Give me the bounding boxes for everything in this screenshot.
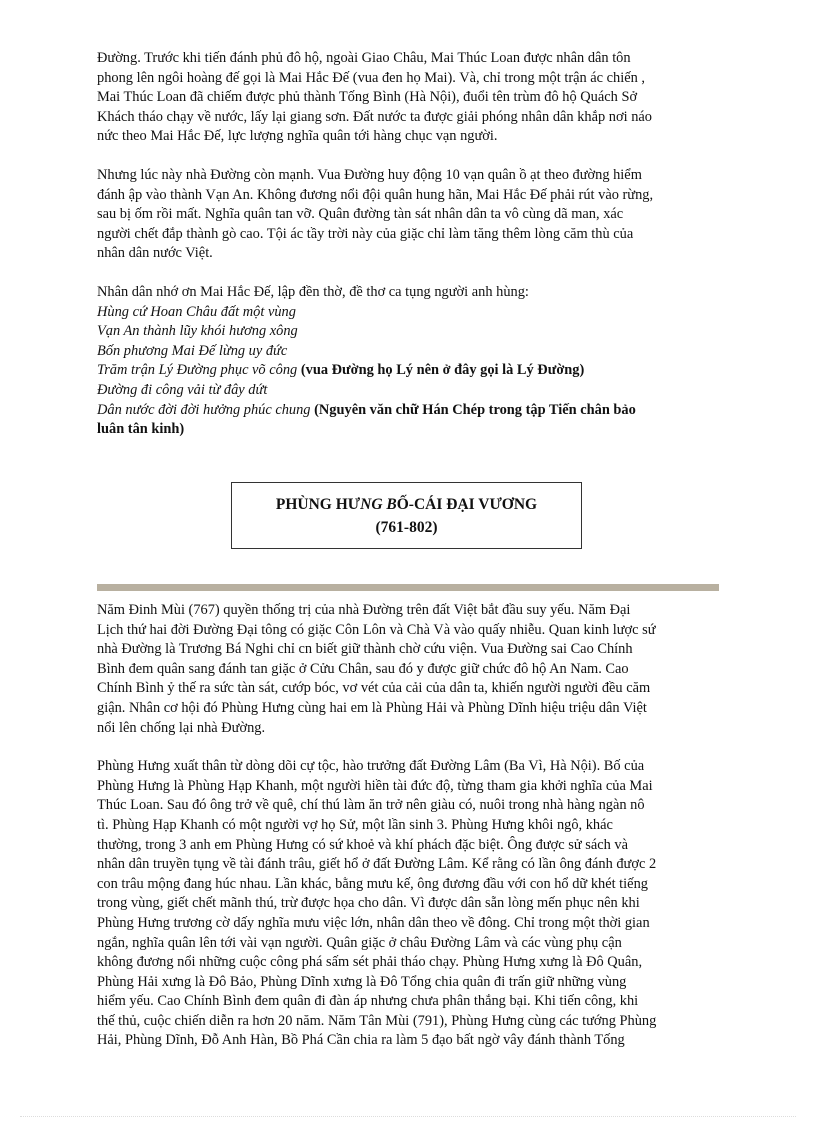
text-line: Mai Thúc Loan đã chiếm được phủ thành Tống Bình (Hà Nội), đuổi tên trùm đô hộ Quách Sở xyxy=(97,89,638,106)
text-line: Bình đem quân sang đánh tan giặc ở Cửu Chân, sau đó y được giữ chức đô hộ An Nam. Cao xyxy=(97,660,629,677)
text-line: Lịch thứ hai đời Đường Đại tông có giặc Côn Lôn và Chà Và vào quấy nhiễu. Quan kinh lược sứ xyxy=(97,621,656,638)
text-line: hiểm yếu. Cao Chính Bình đem quân đi đàn áp nhưng chưa phân thắng bại. Khi tiến công, khi xyxy=(97,993,639,1010)
text-line: nhân dân nước Việt. xyxy=(97,245,213,262)
poem-line-1: Hùng cứ Hoan Châu đất một vùng xyxy=(97,303,296,320)
section-2-paragraph-1 xyxy=(97,601,727,738)
text-line: Chính Bình ỷ thế ra sức tàn sát, cướp bóc, vơ vét của cải của dân ta, khiến người người đều căm xyxy=(97,680,651,697)
poem-line-4-note: (vua Đường họ Lý nên ở đây gọi là Lý Đường) xyxy=(300,362,585,379)
poem-line-4 xyxy=(97,361,727,381)
text-line: giận. Nhân cơ hội đó Phùng Hưng cùng hai em là Phùng Hải và Phùng Dĩnh hiệu triệu dân Việt xyxy=(97,699,647,716)
text-line: nức theo Mai Hắc Đế, lực lượng nghĩa quân tới hàng chục vạn người. xyxy=(97,128,498,145)
poem-intro: Nhân dân nhớ ơn Mai Hắc Đế, lập đền thờ, đề thơ ca tụng người anh hùng: xyxy=(97,283,529,300)
poem-line-2: Vạn An thành lũy khói hương xông xyxy=(97,323,298,340)
text-line: Phùng Hưng là Phùng Hạp Khanh, một người hiền tài đức độ, từng tham gia khởi nghĩa của Mai xyxy=(97,777,653,794)
text-line: Đường. Trước khi tiến đánh phủ đô hộ, ngoài Giao Châu, Mai Thúc Loan được nhân dân tôn xyxy=(97,50,631,66)
text-line: Hải, Phùng Dĩnh, Đỗ Anh Hàn, Bồ Phá Cần chia ra làm 5 đạo bất ngờ vây đánh thành Tống xyxy=(97,1032,625,1049)
text-line: trong vùng, giết chết mãnh thú, trừ được họa cho dân. Vì được dân sẵn lòng mến phục nên khi xyxy=(97,895,640,912)
text-line: nhà Đường là Trương Bá Nghi chỉ cn biết giữ thành chờ cứu viện. Vua Đường sai Cao Chính xyxy=(97,641,633,658)
text-line: thế thủ, cuộc chiến diễn ra hơn 20 năm. Năm Tân Mùi (791), Phùng Hưng cùng các tướng Phùng xyxy=(97,1012,657,1029)
text-line: sau bị ốm rồi mất. Nghĩa quân tan vỡ. Quân đường tàn sát nhân dân ta vô cùng dã man, xác xyxy=(97,206,624,223)
poem-line-5: Đường đi công vải từ đây dứt xyxy=(97,381,268,398)
section-2-paragraph-2 xyxy=(97,757,727,1051)
text-line: người chết đắp thành gò cao. Tội ác tầy trời này của giặc chỉ làm tăng thêm lòng căm thù của xyxy=(97,225,634,242)
text-line: phong lên ngôi hoàng đế gọi là Mai Hắc Đế (vua đen họ Mai). Và, chỉ trong một trận ác chiến , xyxy=(97,69,646,86)
section-title-box xyxy=(231,482,582,549)
text-line: Phùng Hải xưng là Đô Bảo, Phùng Dĩnh xưng là Đô Tổng chia quân đi trấn giữ những vùng xyxy=(97,973,627,990)
intro-paragraph xyxy=(97,49,727,147)
poem-line-3: Bốn phương Mai Đế lừng uy đức xyxy=(97,342,288,359)
text-line: Khách tháo chạy về nước, lấy lại giang sơn. Đất nước ta được giải phóng nhân dân khắp nơi náo xyxy=(97,108,652,125)
text-line: con trâu mộng đang húc nhau. Lần khác, bằng mưu kế, ông đương đầu với con hổ dữ khét tiếng xyxy=(97,875,648,892)
text-line: nổi lên chống lại nhà Đường. xyxy=(97,719,266,736)
text-line: đánh ập vào thành Vạn An. Không đương nổi đội quân hung hãn, Mai Hắc Đế phải rút vào rừng, xyxy=(97,186,654,203)
text-line: nhân dân truyền tụng về tài đánh trâu, giết hổ ở đất Đường Lâm. Kể rằng có lần ông đánh được 2 xyxy=(97,856,657,873)
text-line: tì. Phùng Hạp Khanh có một người vợ họ Sử, một lần sinh 3. Phùng Hưng khôi ngô, khác xyxy=(97,816,613,833)
section-title: PHÙNG HƯNG BỐ-CÁI ĐẠI VƯƠNG xyxy=(275,496,538,513)
page-bottom-border xyxy=(20,1116,796,1117)
text-line: không đương nổi những cuộc công phá sấm sét phải tháo chạy. Phùng Hưng xưng là Đô Quân, xyxy=(97,954,643,971)
text-line: Năm Đinh Mùi (767) quyền thống trị của nhà Đường trên đất Việt bắt đầu suy yếu. Năm Đại xyxy=(97,602,631,618)
text-line: ngắn, nghĩa quân lên tới vài vạn người. Quân giặc ở châu Đường Lâm và các vùng phụ cận xyxy=(97,934,622,951)
horizontal-divider xyxy=(97,584,719,591)
poem-line-6 xyxy=(97,401,727,440)
text-line: thường, trong 3 anh em Phùng Hưng có sứ khoẻ và khí phách đặc biệt. Ông được sử sách và xyxy=(97,836,629,853)
paragraph-2 xyxy=(97,166,727,264)
text-line: Phùng Hưng xuất thân từ dòng dõi cự tộc, hào trưởng đất Đường Lâm (Ba Vì, Hà Nội). Bố của xyxy=(97,758,645,775)
poem-line-6-note-cont: luân tân kinh) xyxy=(97,421,185,438)
page-body xyxy=(97,49,727,440)
poem-block xyxy=(97,283,727,440)
poem-line-6-text: Dân nước đời đời hưởng phúc chung xyxy=(97,401,311,418)
section-2-body xyxy=(97,601,727,1051)
text-line: Nhưng lúc này nhà Đường còn mạnh. Vua Đường huy động 10 vạn quân ồ ạt theo đường hiểm xyxy=(97,166,642,183)
poem-line-4-text: Trăm trận Lý Đường phục võ công xyxy=(97,362,298,379)
text-line: Thúc Loan. Sau đó ông trở về quê, chí thú làm ăn trở nên giàu có, nuôi trong nhà hàng ngàn nô xyxy=(97,797,645,814)
poem-line-6-note: (Nguyên văn chữ Hán Chép trong tập Tiến chân bảo xyxy=(314,401,636,418)
text-line: Phùng Hưng trương cờ dấy nghĩa mưu việc lớn, nhân dân theo về đông. Chỉ trong một thời gian xyxy=(97,914,650,931)
section-years: (761-802) xyxy=(375,519,438,536)
